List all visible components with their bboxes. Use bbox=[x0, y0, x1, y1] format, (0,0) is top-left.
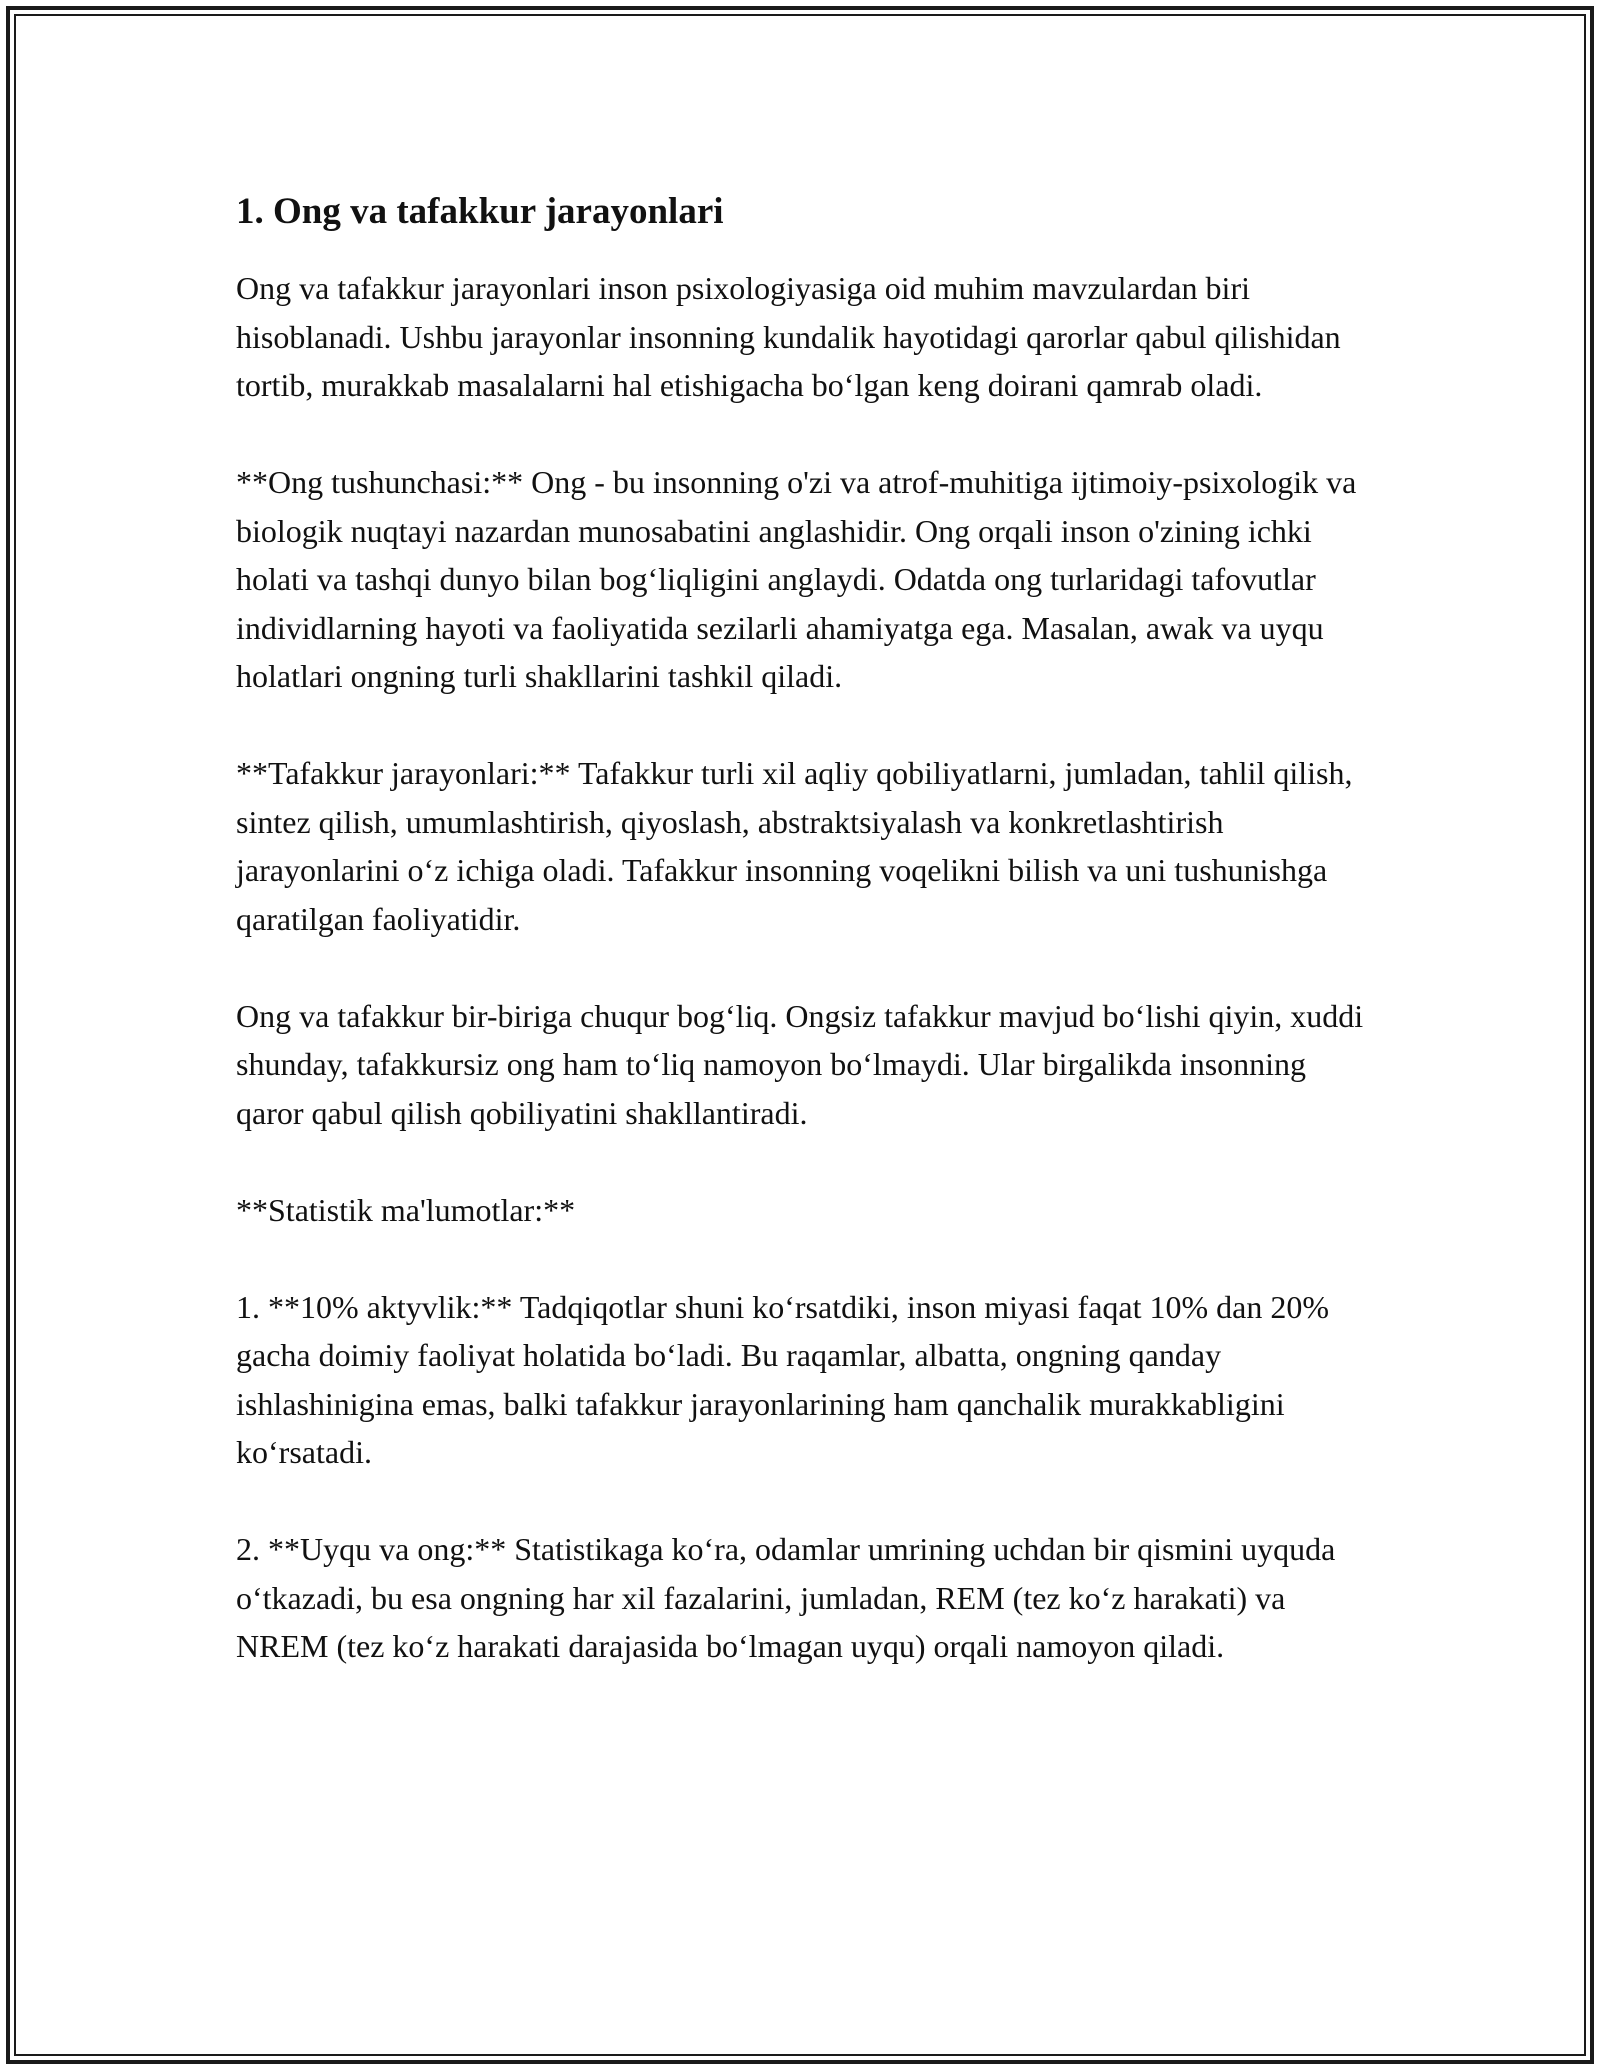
paragraph-tafakkur-jarayonlari: **Tafakkur jarayonlari:** Tafakkur turli xil aqliy qobiliyatlarni, jumladan, tahlil qilish, sintez qilish, umumlashtirish, qiyoslash, abstraktsiyalash va konkretlashtirish jarayonlarini oʻz ichiga oladi. Tafakkur insonning voqelikni bilish va uni tushunishga qaratilgan faoliyatidir. bbox=[236, 755, 1353, 937]
paragraph-intro: Ong va tafakkur jarayonlari inson psixologiyasiga oid muhim mavzulardan biri hisoblanadi. Ushbu jarayonlar insonning kundalik hayotidagi qarorlar qabul qilishidan tortib, murakkab masalalarni hal etishigacha boʻlgan keng doirani qamrab oladi. bbox=[236, 270, 1341, 404]
paragraph-statistics-heading: **Statistik ma'lumotlar:** bbox=[236, 1191, 576, 1228]
page-title: 1. Ong va tafakkur jarayonlari bbox=[236, 191, 724, 232]
paragraph-relationship: Ong va tafakkur bir-biriga chuqur bogʻliq. Ongsiz tafakkur mavjud boʻlishi qiyin, xuddi shunday, tafakkursiz ong ham toʻliq namoyon boʻlmaydi. Ular birgalikda insonning qaror qabul qilish qobiliyatini shakllantiradi. bbox=[236, 997, 1364, 1131]
paragraph-stat-2: 2. **Uyqu va ong:** Statistikaga koʻra, odamlar umrining uchdan bir qismini uyquda oʻtkazadi, bu esa ongning har xil fazalarini, jumladan, REM (tez koʻz harakati) va NREM (tez koʻz harakati darajasida boʻlmagan uyqu) orqali namoyon qiladi. bbox=[236, 1531, 1336, 1665]
document-body bbox=[236, 180, 1371, 1719]
paragraph-ong-tushunchasi: **Ong tushunchasi:** Ong - bu insonning o'zi va atrof-muhitiga ijtimoiy-psixologik va biologik nuqtayi nazardan munosabatini anglashidir. Ong orqali inson o'zining ichki holati va tashqi dunyo bilan bogʻliqligini anglaydi. Odatda ong turlaridagi tafovutlar individlarning hayoti va faoliyatida sezilarli ahamiyatga ega. Masalan, awak va uyqu holatlari ongning turli shakllarini tashkil qiladi. bbox=[236, 464, 1357, 695]
paragraph-stat-1: 1. **10% aktyvlik:** Tadqiqotlar shuni koʻrsatdiki, inson miyasi faqat 10% dan 20% gacha doimiy faoliyat holatida boʻladi. Bu raqamlar, albatta, ongning qanday ishlashinigina emas, balki tafakkur jarayonlarining ham qanchalik murakkabligini koʻrsatadi. bbox=[236, 1288, 1330, 1471]
